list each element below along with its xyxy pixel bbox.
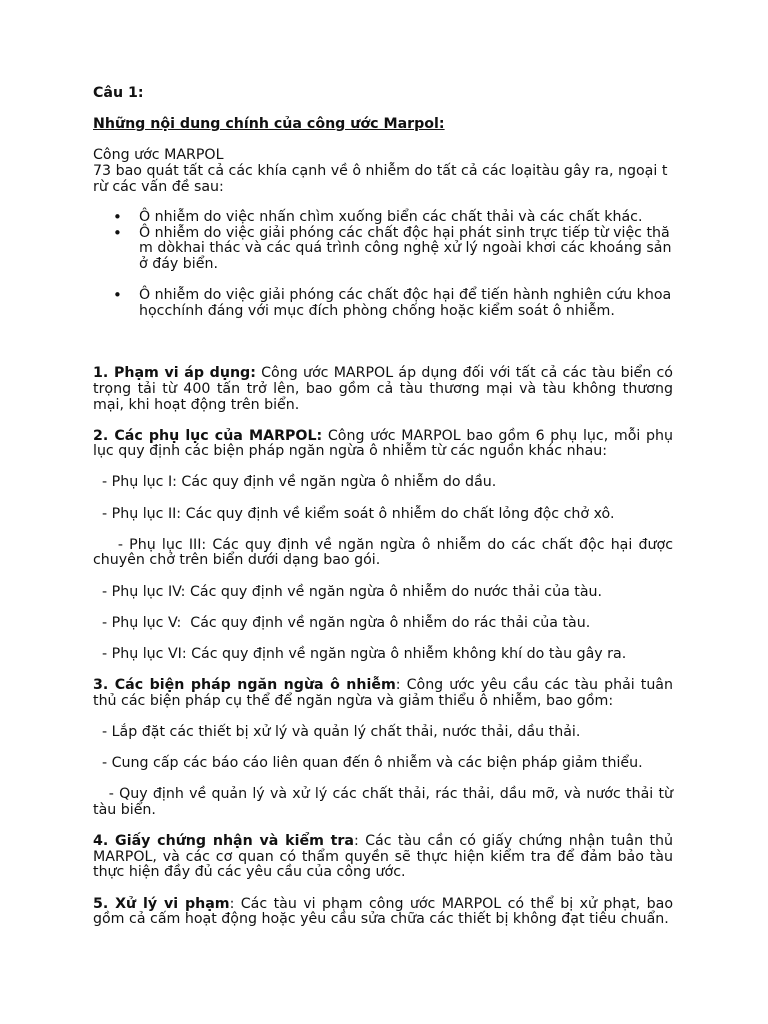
- paragraph-scope: 1. Phạm vi áp dụng: Công ước MARPOL áp dụng đối với tất cả các tàu biển có trọng tải từ 400 tấn trở lên, bao gồm cả tàu thương mại và tàu không thương mại, khi hoạt động trên biển.: [93, 365, 673, 413]
- annex-item: - Phụ lục III: Các quy định về ngăn ngừa ô nhiễm do các chất độc hại được chuyên chở trên biển dưới dạng bao gói.: [93, 536, 678, 569]
- measure-item: - Quy định về quản lý và xử lý các chất thải, rác thải, dầu mỡ, và nước thải từ tàu biển.: [93, 786, 678, 818]
- violations-title: 5. Xử lý vi phạm: [93, 895, 230, 912]
- scope-title: 1. Phạm vi áp dụng:: [93, 365, 256, 382]
- paragraph-violations: 5. Xử lý vi phạm: Các tàu vi phạm công ước MARPOL có thể bị xử phạt, bao gồm cả cấm hoạt động hoặc yêu cầu sửa chữa các thiết bị không đạt tiêu chuẩn.: [93, 895, 673, 928]
- exclusion-list: [93, 210, 673, 319]
- question-heading-text: Câu 1:: [93, 85, 144, 101]
- bullet-icon: •: [113, 286, 122, 305]
- list-item: • Ô nhiễm do việc nhấn chìm xuống biển các chất thải và các chất khác.: [113, 208, 643, 227]
- annex-item: - Phụ lục V: Các quy định về ngăn ngừa ô nhiễm do rác thải của tàu.: [93, 614, 591, 631]
- bullet-icon: •: [113, 208, 122, 227]
- intro-line-1: Công ước MARPOL: [93, 147, 224, 164]
- annexes-title: 2. Các phụ lục của MARPOL:: [93, 427, 323, 444]
- certification-title: 4. Giấy chứng nhận và kiểm tra: [93, 833, 354, 850]
- document-body: [93, 85, 678, 928]
- measure-item: - Lắp đặt các thiết bị xử lý và quản lý chất thải, nước thải, dầu thải.: [93, 723, 581, 740]
- paragraph-measures: 3. Các biện pháp ngăn ngừa ô nhiễm: Công ước yêu cầu các tàu phải tuân thủ các biện pháp cụ thể để ngăn ngừa và giảm thiểu ô nhiễm, bao gồm:: [93, 677, 673, 709]
- annex-item: - Phụ lục II: Các quy định về kiểm soát ô nhiễm do chất lỏng độc chở xô.: [93, 505, 615, 522]
- list-item: • Ô nhiễm do việc giải phóng các chất độc hại để tiến hành nghiên cứu khoa họcchính đáng với mục đích phòng chống hoặc kiểm soát ô nhiễm.: [113, 286, 672, 319]
- section-title: [93, 117, 673, 133]
- measure-item: - Cung cấp các báo cáo liên quan đến ô nhiễm và các biện pháp giảm thiểu.: [93, 755, 643, 772]
- annex-item: - Phụ lục I: Các quy định về ngăn ngừa ô nhiễm do dầu.: [93, 474, 497, 491]
- annex-item: - Phụ lục IV: Các quy định về ngăn ngừa ô nhiễm do nước thải của tàu.: [93, 583, 603, 600]
- bullet-icon: •: [113, 223, 122, 242]
- section-title-text: Những nội dung chính của công ước Marpol:: [93, 116, 445, 133]
- measures-title: 3. Các biện pháp ngăn ngừa ô nhiễm: [93, 677, 396, 694]
- paragraph-certification: 4. Giấy chứng nhận và kiểm tra: Các tàu cần có giấy chứng nhận tuân thủ MARPOL, và các cơ quan có thẩm quyền sẽ thực hiện kiểm tra để đảm bảo tàu thực hiện đầy đủ các yêu cầu của công ước.: [93, 833, 673, 881]
- question-heading: [93, 86, 673, 102]
- list-item: • Ô nhiễm do việc giải phóng các chất độc hại phát sinh trực tiếp từ việc thăm dòkhai thác và các quá trình công nghệ xử lý ngoài khơi các khoáng sản ở đáy biển.: [113, 223, 672, 272]
- intro-line-2: 73 bao quát tất cả các khía cạnh về ô nhiễm do tất cả các loạitàu gây ra, ngoại trừ các vấn đề sau:: [93, 162, 668, 195]
- annex-item: - Phụ lục VI: Các quy định về ngăn ngừa ô nhiễm không khí do tàu gây ra.: [93, 646, 627, 662]
- paragraph-annexes: 2. Các phụ lục của MARPOL: Công ước MARPOL bao gồm 6 phụ lục, mỗi phụ lục quy định các biện pháp ngăn ngừa ô nhiễm từ các nguồn khác nhau:: [93, 427, 673, 460]
